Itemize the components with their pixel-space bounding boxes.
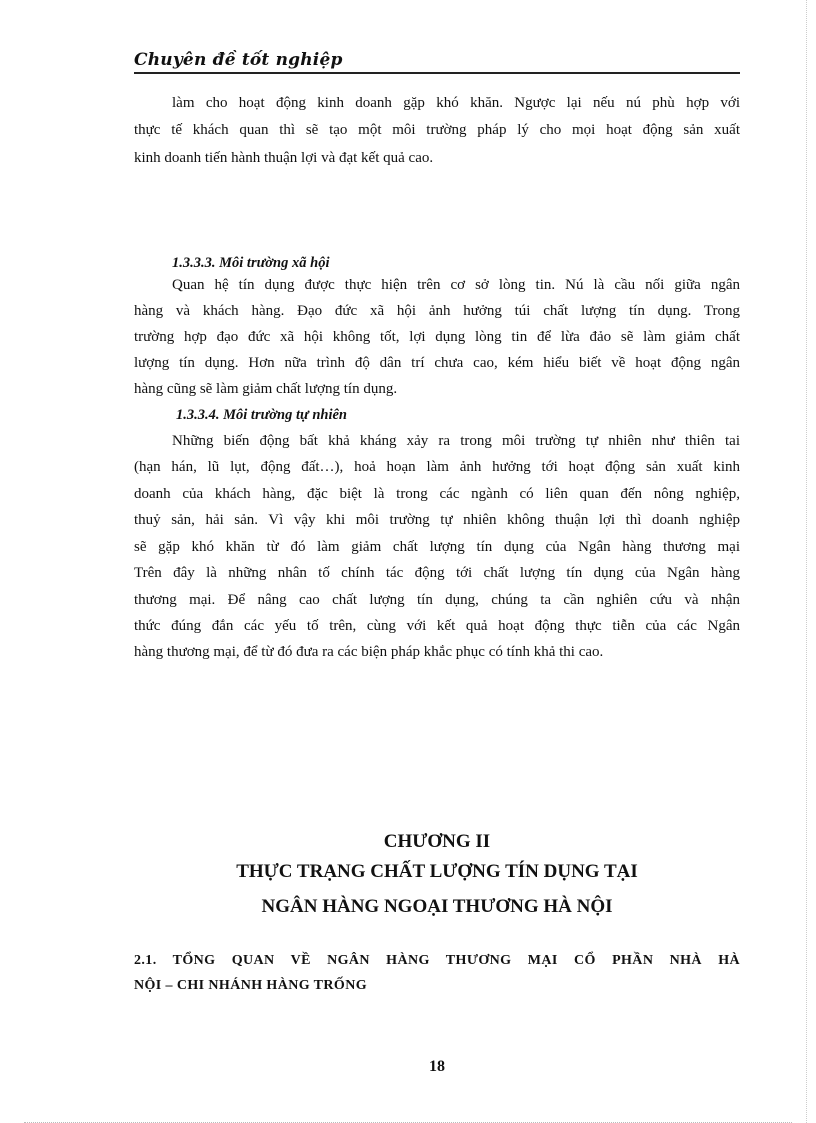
text-line: Những biến động bất khả kháng xảy ra trong môi trường tự nhiên như thiên tai	[172, 433, 740, 449]
chapter-title-line1: THỰC TRẠNG CHẤT LƯỢNG TÍN DỤNG TẠI	[236, 861, 638, 882]
page-right-border	[806, 0, 807, 1123]
text-line: Quan hệ tín dụng được thực hiện trên cơ sở lòng tin. Nú là cầu nối giữa ngân	[172, 277, 740, 293]
section-heading-cont: NỘI – CHI NHÁNH HÀNG TRỐNG	[134, 978, 367, 993]
text-line: sẽ gặp khó khăn từ đó làm giảm chất lượng tín dụng của Ngân hàng thương mại	[134, 539, 740, 555]
text-line: làm cho hoạt động kinh doanh gặp khó khăn. Ngược lại nếu nú phù hợp với	[172, 95, 740, 111]
text-line: trường hợp đạo đức xã hội không tốt, lợi dụng lòng tin để lừa đảo sẽ làm giảm chất	[134, 329, 740, 345]
text-line: hàng và khách hàng. Đạo đức xã hội ảnh hưởng túi chất lượng tín dụng. Trong	[134, 303, 740, 319]
subsection-heading: 1.3.3.3. Môi trường xã hội	[172, 255, 330, 271]
text-line: kinh doanh tiến hành thuận lợi và đạt kết quả cao.	[134, 150, 434, 166]
text-line: thức đúng đắn các yếu tố trên, cùng với kết quả hoạt động thực tiễn của các Ngân	[134, 618, 740, 634]
section-heading: 2.1. TỔNG QUAN VỀ NGÂN HÀNG THƯƠNG MẠI CỔ PHẦN NHÀ HÀ	[134, 953, 740, 968]
text-line: thực tế khách quan thì sẽ tạo một môi trường pháp lý cho mọi hoạt động sản xuất	[134, 122, 740, 138]
header-title: Chuyên đề tốt nghiệp	[134, 50, 343, 70]
text-line: doanh của khách hàng, đặc biệt là trong các ngành có liên quan đến nông nghiệp,	[134, 486, 740, 502]
text-line: hàng cũng sẽ làm giảm chất lượng tín dụng.	[134, 381, 398, 397]
page-header	[134, 48, 740, 74]
text-line: lượng tín dụng. Hơn nữa trình độ dân trí chưa cao, kém hiểu biết về hoạt động ngân	[134, 355, 740, 371]
text-line: (hạn hán, lũ lụt, động đất…), hoả hoạn làm ảnh hưởng tới hoạt động sản xuất kinh	[134, 459, 740, 475]
subsection-heading: 1.3.3.4. Môi trường tự nhiên	[176, 407, 347, 423]
chapter-number: CHƯƠNG II	[383, 831, 491, 852]
text-line: thuỷ sản, hải sản. Vì vậy khi môi trường tự nhiên không thuận lợi thì doanh nghiệp	[134, 512, 740, 528]
text-line: thương mại. Để nâng cao chất lượng tín dụng, chúng ta cần nghiên cứu và nhận	[134, 592, 740, 608]
text-line: Trên đây là những nhân tố chính tác động tới chất lượng tín dụng của Ngân hàng	[134, 565, 740, 581]
text-line: hàng thương mại, để từ đó đưa ra các biện pháp khắc phục có tính khả thi cao.	[134, 644, 604, 660]
chapter-title-line2: NGÂN HÀNG NGOẠI THƯƠNG HÀ NỘI	[261, 896, 613, 917]
page-number: 18	[429, 1058, 445, 1075]
